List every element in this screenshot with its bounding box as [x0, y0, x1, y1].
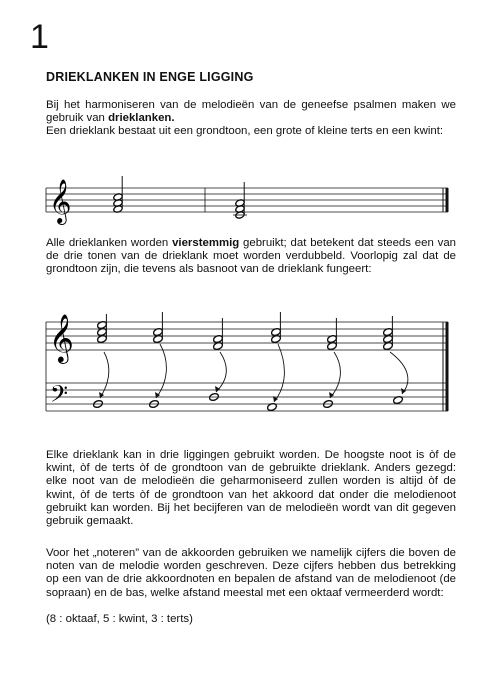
intro-text-2: Een drieklank bestaat uit een grondtoon, een grote of kleine terts en een kwint:: [46, 125, 444, 138]
paragraph-legend: (8 : oktaaf, 5 : kwint, 3 : terts): [46, 613, 193, 625]
four-voices-text-2: gebruikt; dat betekent dat steeds een van de drie tonen van de drieklank moet worden verdubbeld. Voorlopig zal dat de grondtoon zijn, die tevens als basnoot van de drieklank fungeert:: [46, 237, 456, 276]
arrow-heads: [99, 386, 406, 402]
four-voices-text-1: Alle drieklanken worden: [46, 237, 173, 249]
paragraph-four-voices: [46, 237, 456, 277]
paragraph-positions: Elke drieklank kan in drie liggingen gebruikt worden. De hoogste noot is òf de kwint, òf de terts òf de grondtoon van de gebruikte drieklank. Anders gezegd: elke noot van de melodieën die geharmoniseerd zullen worden is altijd òf de kwint, òf de terts òf de grondtoon van het akkoord dat onder die melodienoot gebruikt kan worden. Bij het becijferen van de melodieën wordt van dit gegeven gebruik gemaakt.: [46, 449, 456, 528]
grand-staff-example: [30, 312, 470, 424]
treble-clef-icon: 𝄞: [49, 313, 74, 362]
treble-clef-icon: 𝄞: [49, 179, 72, 223]
bass-clef-icon: 𝄢: [50, 380, 69, 413]
paragraph-figures: Voor het „noteren” van de akkoorden gebruiken we namelijk cijfers die boven de noten van de melodie worden geschreven. Deze cijfers hebben dus betrekking op een van de drie akkoordnoten en bepalen de afstand van de melodienoot (de sopraan) en de bas, welke afstand meestal met een oktaaf vermeerderd wordt:: [46, 547, 456, 599]
four-voices-bold-term: vierstemmig: [172, 237, 240, 249]
triad-chord-2: [235, 199, 245, 219]
triad-chord-1: [113, 193, 123, 213]
chord-stems: [106, 312, 392, 345]
intro-bold-term: drieklanken.: [108, 112, 175, 125]
triad-example: [30, 168, 470, 228]
paragraph-intro: [46, 99, 456, 139]
doubling-arrows: [100, 344, 408, 402]
section-heading: DRIEKLANKEN IN ENGE LIGGING: [46, 70, 254, 84]
chord-noteheads: [93, 321, 404, 412]
chapter-number: 1: [30, 18, 49, 56]
intro-text-1: Bij het harmoniseren van de melodieën van de geneefse psalmen maken we gebruik van: [46, 99, 456, 125]
